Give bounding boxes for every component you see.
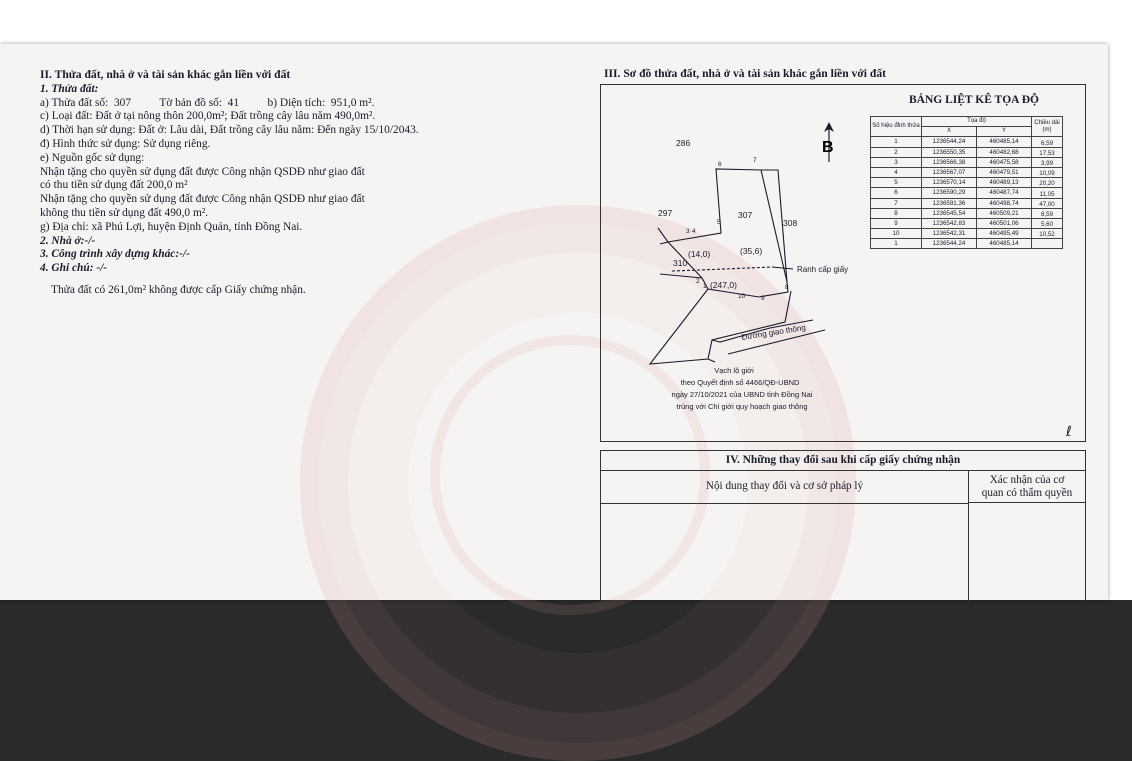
- coordinate-cell-point: 2: [871, 147, 922, 157]
- coordinate-cell-y: 460485,14: [977, 137, 1032, 147]
- approval-header: [969, 471, 1085, 503]
- setback-note-1: Vạch lộ giới: [714, 366, 754, 375]
- note-text: Thửa đất có 261,0m² không được cấp Giấy chứng nhận.: [51, 283, 306, 296]
- origin-detail-1: Nhận tặng cho quyền sử dụng đất được Công nhận QSDĐ như giao đất: [40, 165, 365, 178]
- coordinate-cell-x: 1236590,29: [922, 188, 977, 198]
- coordinate-cell-length: 47,00: [1032, 198, 1063, 208]
- col-x-header: X: [922, 127, 977, 137]
- vertex-label-6: 6: [718, 161, 722, 168]
- construction-subtitle: 3. Công trình xây dựng khác:-/-: [40, 248, 190, 261]
- coordinate-row: [871, 178, 1063, 188]
- address-line: g) Địa chỉ: xã Phú Lợi, huyện Định Quán, tỉnh Đồng Nai.: [40, 220, 303, 233]
- coordinate-row: [871, 198, 1063, 208]
- coordinate-table: [870, 116, 1063, 249]
- parcel-307-label: 307: [738, 210, 753, 220]
- coordinate-cell-point: 8: [871, 208, 922, 218]
- col-coords-header: Tọa độ: [922, 117, 1032, 127]
- area-label-3: (247,0): [710, 280, 737, 290]
- coordinate-cell-x: 1236544,24: [922, 239, 977, 249]
- coordinate-row: [871, 229, 1063, 239]
- origin-detail-3: Nhận tặng cho quyền sử dụng đất được Công nhận QSDĐ như giao đất: [40, 193, 365, 206]
- road-label: Đường giao thông: [740, 322, 807, 342]
- section-2: [40, 68, 560, 298]
- land-type-line: c) Loại đất: Đất ở tại nông thôn 200,0m²; Đất trồng cây lâu năm 490,0m².: [40, 110, 376, 123]
- house-subtitle: 2. Nhà ở:-/-: [40, 234, 96, 247]
- vertex-label-4: 4: [692, 228, 696, 235]
- approval-header-line-2: quan có thẩm quyền: [981, 487, 1073, 499]
- coordinate-table-body: [871, 137, 1063, 249]
- approval-header-line-1: Xác nhận của cơ: [989, 474, 1065, 486]
- coordinate-row: [871, 167, 1063, 177]
- setback-note-2: theo Quyết định số 4466/QĐ-UBND: [680, 378, 800, 387]
- permit-boundary-label: Ranh cấp giấy: [797, 265, 849, 274]
- handwritten-initial-mark: ℓ: [1066, 424, 1072, 440]
- right-gutter: [1108, 0, 1132, 600]
- coordinate-row: [871, 188, 1063, 198]
- land-term-line: d) Thời hạn sử dụng: Đất ở: Lâu dài, Đất trồng cây lâu năm: Đến ngày 15/10/2043.: [40, 124, 419, 137]
- vertex-label-2: 2: [696, 278, 700, 285]
- coordinate-row: [871, 208, 1063, 218]
- setback-leader: [708, 359, 715, 362]
- coordinate-cell-x: 1236567,07: [922, 167, 977, 177]
- section-4-title: IV. Những thay đổi sau khi cấp giấy chứng nhận: [601, 451, 1085, 471]
- coordinate-cell-x: 1236542,31: [922, 229, 977, 239]
- vertex-label-10: 10: [738, 293, 746, 300]
- coordinate-cell-length: 10,52: [1032, 229, 1063, 239]
- coordinate-cell-x: 1236545,54: [922, 208, 977, 218]
- origin-detail-4: không thu tiền sử dụng đất 490,0 m².: [40, 206, 209, 219]
- parcel-286-label: 286: [676, 138, 691, 148]
- coordinate-cell-point: 9: [871, 218, 922, 228]
- coordinate-row: [871, 137, 1063, 147]
- coordinate-cell-y: 460485,14: [977, 239, 1032, 249]
- parcel-308-label: 308: [783, 218, 798, 228]
- coordinate-row: [871, 239, 1063, 249]
- col-point-header: Số hiệu đỉnh thửa: [871, 117, 922, 137]
- parcel-310-label: 310: [673, 258, 688, 268]
- coordinate-cell-point: 1: [871, 137, 922, 147]
- coordinate-cell-y: 460498,74: [977, 198, 1032, 208]
- section-4: [600, 450, 1086, 601]
- parcel-297-line: [658, 228, 668, 244]
- coordinate-cell-point: 5: [871, 178, 922, 188]
- vertex-label-7: 7: [753, 157, 757, 164]
- coordinate-cell-x: 1236544,24: [922, 137, 977, 147]
- coordinate-cell-length: 6,59: [1032, 137, 1063, 147]
- vertex-label-3: 3: [686, 228, 690, 235]
- parcel-297-label: 297: [658, 208, 673, 218]
- changes-content-header: Nội dung thay đổi và cơ sở pháp lý: [601, 471, 968, 504]
- coordinate-cell-x: 1236542,83: [922, 218, 977, 228]
- approval-column: [969, 471, 1085, 503]
- vertex-label-9: 9: [761, 295, 765, 302]
- parcel-number-line: a) Thửa đất số: 307 Tờ bản đồ số: 41 b) Diện tích: 951,0 m².: [40, 96, 375, 109]
- coordinate-cell-y: 460475,58: [977, 157, 1032, 167]
- coordinate-cell-x: 1236591,36: [922, 198, 977, 208]
- coordinate-cell-point: 7: [871, 198, 922, 208]
- coordinate-cell-y: 460482,68: [977, 147, 1032, 157]
- coordinate-cell-length: 3,99: [1032, 157, 1063, 167]
- vertex-label-1: 1: [703, 283, 707, 290]
- coordinate-table-title: BẢNG LIỆT KÊ TỌA ĐỘ: [909, 94, 1039, 106]
- col-length-header: Chiều dài (m): [1032, 117, 1063, 137]
- coordinate-cell-y: 460479,51: [977, 167, 1032, 177]
- coordinate-cell-y: 460487,74: [977, 188, 1032, 198]
- coordinate-cell-y: 460501,06: [977, 218, 1032, 228]
- setback-note-3: ngày 27/10/2021 của UBND tỉnh Đồng Nai: [671, 390, 813, 399]
- setback-note-4: trùng với Chỉ giới quy hoạch giao thông: [676, 402, 808, 411]
- boundary-leader: [772, 267, 793, 269]
- parcel-subtitle: 1. Thửa đất:: [40, 82, 99, 95]
- coordinate-cell-length: 11,05: [1032, 188, 1063, 198]
- coordinate-cell-point: 6: [871, 188, 922, 198]
- coordinate-cell-y: 460489,13: [977, 178, 1032, 188]
- coordinate-cell-x: 1236550,35: [922, 147, 977, 157]
- setback-boundary: [650, 289, 791, 364]
- coordinate-cell-point: 1: [871, 239, 922, 249]
- origin-detail-2: có thu tiền sử dụng đất 200,0 m²: [40, 179, 188, 192]
- vertex-label-8: 8: [785, 284, 789, 291]
- coordinate-cell-point: 4: [871, 167, 922, 177]
- coordinate-cell-x: 1236566,38: [922, 157, 977, 167]
- coordinate-cell-length: [1032, 239, 1063, 249]
- section-3-title: III. Sơ đồ thửa đất, nhà ở và tài sản khác gắn liền với đất: [604, 67, 886, 80]
- coordinate-cell-length: 20,20: [1032, 178, 1063, 188]
- coordinate-cell-length: 8,59: [1032, 208, 1063, 218]
- coordinate-cell-length: 17,53: [1032, 147, 1063, 157]
- coordinate-cell-x: 1236570,14: [922, 178, 977, 188]
- section-2-title: II. Thửa đất, nhà ở và tài sản khác gắn liền với đất: [40, 68, 291, 81]
- col-y-header: Y: [977, 127, 1032, 137]
- coordinate-cell-point: 3: [871, 157, 922, 167]
- coordinate-cell-y: 460509,21: [977, 208, 1032, 218]
- coordinate-row: [871, 147, 1063, 157]
- north-label: B: [822, 139, 834, 156]
- area-label-2: (35,6): [740, 246, 763, 256]
- notes-subtitle: 4. Ghi chú: -/-: [40, 262, 108, 275]
- area-label-1: (14,0): [688, 249, 711, 259]
- origin-line: e) Nguồn gốc sử dụng:: [40, 151, 145, 164]
- usage-form-line: đ) Hình thức sử dụng: Sử dụng riêng.: [40, 137, 211, 150]
- coordinate-cell-length: 5,60: [1032, 218, 1063, 228]
- coordinate-cell-length: 10,09: [1032, 167, 1063, 177]
- vertex-label-5: 5: [717, 219, 721, 226]
- top-band: [0, 0, 1108, 44]
- coordinate-cell-point: 10: [871, 229, 922, 239]
- changes-content-column: [601, 471, 969, 601]
- coordinate-row: [871, 218, 1063, 228]
- coordinate-cell-y: 460495,49: [977, 229, 1032, 239]
- coordinate-row: [871, 157, 1063, 167]
